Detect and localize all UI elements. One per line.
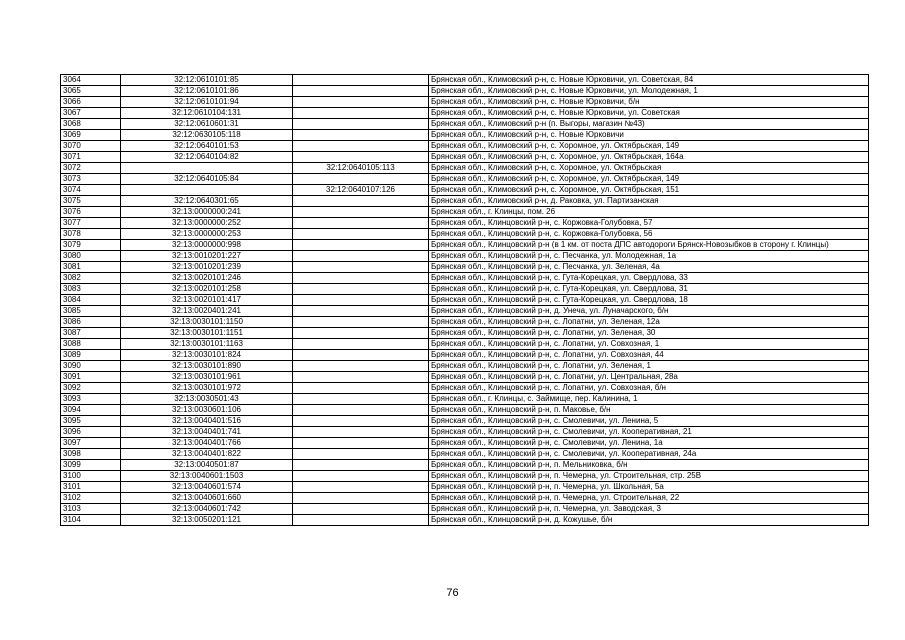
cadastral-number-cell: 32:13:0020101:417 (121, 295, 293, 306)
cadastral-number-cell: 32:12:0610101:86 (121, 86, 293, 97)
address-cell: Брянская обл., Клинцовский р-н, с. Лопатни, ул. Совхозная, 44 (429, 350, 869, 361)
table-row (61, 438, 869, 449)
cadastral-number-cell: 32:13:0040401:766 (121, 438, 293, 449)
cadastral-number-cell: 32:13:0030101:1163 (121, 339, 293, 350)
cadastral-number-cell: 32:13:0030101:1150 (121, 317, 293, 328)
table-row (61, 394, 869, 405)
table-row (61, 328, 869, 339)
table-row (61, 284, 869, 295)
row-number-cell: 3066 (61, 97, 121, 108)
cadastral-number-cell: 32:13:0030101:824 (121, 350, 293, 361)
cadastral-number-cell: 32:13:0040601:742 (121, 504, 293, 515)
address-cell: Брянская обл., Клинцовский р-н, с. Лопатни, ул. Центральная, 28а (429, 372, 869, 383)
table-row (61, 108, 869, 119)
address-cell: Брянская обл., Климовский р-н, с. Хоромное, ул. Октябрьская, 151 (429, 185, 869, 196)
row-number-cell: 3084 (61, 295, 121, 306)
cadastral-number-cell: 32:13:0020101:246 (121, 273, 293, 284)
alt-cadastral-number-cell (293, 504, 429, 515)
alt-cadastral-number-cell (293, 152, 429, 163)
table-row (61, 185, 869, 196)
cadastral-number-cell: 32:13:0030601:106 (121, 405, 293, 416)
address-cell: Брянская обл., Климовский р-н, с. Хоромное, ул. Октябрьская (429, 163, 869, 174)
alt-cadastral-number-cell (293, 350, 429, 361)
row-number-cell: 3077 (61, 218, 121, 229)
cadastral-number-cell: 32:13:0050201:121 (121, 515, 293, 526)
table-row (61, 273, 869, 284)
cadastral-number-cell: 32:13:0020401:241 (121, 306, 293, 317)
row-number-cell: 3102 (61, 493, 121, 504)
address-cell: Брянская обл., г. Клинцы, пом. 26 (429, 207, 869, 218)
row-number-cell: 3074 (61, 185, 121, 196)
table-row (61, 174, 869, 185)
cadastral-number-cell: 32:13:0010201:227 (121, 251, 293, 262)
table-row (61, 240, 869, 251)
table-row (61, 229, 869, 240)
cadastral-number-cell: 32:13:0040401:741 (121, 427, 293, 438)
address-cell: Брянская обл., Клинцовский р-н, д. Унеча, ул. Луначарского, б/н (429, 306, 869, 317)
address-cell: Брянская обл., Клинцовский р-н, с. Гута-Корецкая, ул. Свердлова, 31 (429, 284, 869, 295)
address-cell: Брянская обл., Клинцовский р-н, д. Кожушье, б/н (429, 515, 869, 526)
row-number-cell: 3067 (61, 108, 121, 119)
row-number-cell: 3076 (61, 207, 121, 218)
table-row (61, 361, 869, 372)
alt-cadastral-number-cell (293, 75, 429, 86)
row-number-cell: 3103 (61, 504, 121, 515)
address-cell: Брянская обл., Клинцовский р-н, с. Смолевичи, ул. Ленина, 5 (429, 416, 869, 427)
alt-cadastral-number-cell (293, 141, 429, 152)
alt-cadastral-number-cell (293, 383, 429, 394)
cadastral-number-cell (121, 163, 293, 174)
alt-cadastral-number-cell (293, 394, 429, 405)
address-cell: Брянская обл., Клинцовский р-н, п. Чемерна, ул. Школьная, 5а (429, 482, 869, 493)
address-cell: Брянская обл., Клинцовский р-н, п. Чемерна, ул. Строительная, 22 (429, 493, 869, 504)
alt-cadastral-number-cell (293, 317, 429, 328)
cadastral-number-cell: 32:13:0030101:961 (121, 372, 293, 383)
alt-cadastral-number-cell (293, 427, 429, 438)
alt-cadastral-number-cell (293, 218, 429, 229)
alt-cadastral-number-cell (293, 108, 429, 119)
alt-cadastral-number-cell (293, 372, 429, 383)
table-row (61, 427, 869, 438)
table-row (61, 504, 869, 515)
address-cell: Брянская обл., Климовский р-н (п. Выгоры, магазин №43) (429, 119, 869, 130)
alt-cadastral-number-cell (293, 284, 429, 295)
row-number-cell: 3078 (61, 229, 121, 240)
cadastral-number-cell: 32:12:0640301:65 (121, 196, 293, 207)
address-cell: Брянская обл., Клинцовский р-н, с. Смолевичи, ул. Кооперативная, 24а (429, 449, 869, 460)
table-row (61, 339, 869, 350)
address-cell: Брянская обл., Клинцовский р-н, с. Лопатни, ул. Зеленая, 1 (429, 361, 869, 372)
alt-cadastral-number-cell (293, 416, 429, 427)
cadastral-number-cell: 32:13:0040501:87 (121, 460, 293, 471)
row-number-cell: 3065 (61, 86, 121, 97)
alt-cadastral-number-cell (293, 328, 429, 339)
alt-cadastral-number-cell (293, 207, 429, 218)
alt-cadastral-number-cell (293, 405, 429, 416)
row-number-cell: 3085 (61, 306, 121, 317)
alt-cadastral-number-cell (293, 229, 429, 240)
alt-cadastral-number-cell (293, 471, 429, 482)
table-row (61, 196, 869, 207)
cadastral-number-cell: 32:12:0630105:118 (121, 130, 293, 141)
address-cell: Брянская обл., Климовский р-н, с. Новые Юрковичи, ул. Советская, 84 (429, 75, 869, 86)
alt-cadastral-number-cell (293, 97, 429, 108)
cadastral-number-cell: 32:12:0610104:131 (121, 108, 293, 119)
row-number-cell: 3079 (61, 240, 121, 251)
address-cell: Брянская обл., Климовский р-н, с. Хоромное, ул. Октябрьская, 164а (429, 152, 869, 163)
alt-cadastral-number-cell (293, 262, 429, 273)
table-row (61, 86, 869, 97)
address-cell: Брянская обл., Климовский р-н, с. Новые Юрковичи (429, 130, 869, 141)
row-number-cell: 3080 (61, 251, 121, 262)
address-cell: Брянская обл., Клинцовский р-н, с. Смолевичи, ул. Ленина, 1а (429, 438, 869, 449)
table-row (61, 130, 869, 141)
cadastral-number-cell: 32:12:0610101:94 (121, 97, 293, 108)
row-number-cell: 3099 (61, 460, 121, 471)
address-cell: Брянская обл., Климовский р-н, д. Раковка, ул. Партизанская (429, 196, 869, 207)
cadastral-number-cell: 32:12:0610101:85 (121, 75, 293, 86)
table-row (61, 119, 869, 130)
alt-cadastral-number-cell (293, 251, 429, 262)
alt-cadastral-number-cell (293, 493, 429, 504)
row-number-cell: 3095 (61, 416, 121, 427)
table-row (61, 97, 869, 108)
row-number-cell: 3083 (61, 284, 121, 295)
table-row (61, 306, 869, 317)
cadastral-number-cell: 32:12:0640105:84 (121, 174, 293, 185)
row-number-cell: 3071 (61, 152, 121, 163)
row-number-cell: 3081 (61, 262, 121, 273)
alt-cadastral-number-cell (293, 119, 429, 130)
row-number-cell: 3072 (61, 163, 121, 174)
cadastral-number-cell: 32:12:0640101:53 (121, 141, 293, 152)
cadastral-number-cell: 32:13:0040401:516 (121, 416, 293, 427)
table-row (61, 482, 869, 493)
alt-cadastral-number-cell (293, 482, 429, 493)
row-number-cell: 3069 (61, 130, 121, 141)
address-cell: Брянская обл., г. Клинцы, с. Займище, пер. Калинина, 1 (429, 394, 869, 405)
address-cell: Брянская обл., Клинцовский р-н (в 1 км. от поста ДПС автодороги Брянск-Новозыбков в сторону г. Клинцы) (429, 240, 869, 251)
address-cell: Брянская обл., Климовский р-н, с. Новые Юрковичи, ул. Молодежная, 1 (429, 86, 869, 97)
property-table (60, 74, 869, 526)
row-number-cell: 3101 (61, 482, 121, 493)
table-row (61, 295, 869, 306)
table-row (61, 218, 869, 229)
table-body (61, 75, 869, 526)
address-cell: Брянская обл., Клинцовский р-н, с. Смолевичи, ул. Кооперативная, 21 (429, 427, 869, 438)
cadastral-number-cell: 32:13:0040601:660 (121, 493, 293, 504)
table-row (61, 251, 869, 262)
row-number-cell: 3091 (61, 372, 121, 383)
row-number-cell: 3098 (61, 449, 121, 460)
alt-cadastral-number-cell (293, 196, 429, 207)
address-cell: Брянская обл., Климовский р-н, с. Новые Юрковичи, б/н (429, 97, 869, 108)
cadastral-number-cell: 32:12:0610601:31 (121, 119, 293, 130)
row-number-cell: 3096 (61, 427, 121, 438)
cadastral-number-cell: 32:13:0040601:574 (121, 482, 293, 493)
alt-cadastral-number-cell (293, 339, 429, 350)
address-cell: Брянская обл., Клинцовский р-н, с. Лопатни, ул. Совхозная, 1 (429, 339, 869, 350)
cadastral-number-cell: 32:13:0020101:258 (121, 284, 293, 295)
alt-cadastral-number-cell (293, 240, 429, 251)
table-row (61, 471, 869, 482)
alt-cadastral-number-cell (293, 273, 429, 284)
table-row (61, 350, 869, 361)
cadastral-number-cell: 32:13:0030501:43 (121, 394, 293, 405)
row-number-cell: 3064 (61, 75, 121, 86)
row-number-cell: 3068 (61, 119, 121, 130)
table-row (61, 493, 869, 504)
address-cell: Брянская обл., Клинцовский р-н, с. Лопатни, ул. Зеленая, 12а (429, 317, 869, 328)
table-row (61, 405, 869, 416)
row-number-cell: 3073 (61, 174, 121, 185)
alt-cadastral-number-cell (293, 306, 429, 317)
address-cell: Брянская обл., Клинцовский р-н, с. Песчанка, ул. Зеленая, 4а (429, 262, 869, 273)
address-cell: Брянская обл., Клинцовский р-н, п. Чемерна, ул. Заводская, 3 (429, 504, 869, 515)
address-cell: Брянская обл., Клинцовский р-н, с. Песчанка, ул. Молодежная, 1а (429, 251, 869, 262)
table-row (61, 141, 869, 152)
address-cell: Брянская обл., Клинцовский р-н, с. Коржовка-Голубовка, 56 (429, 229, 869, 240)
cadastral-number-cell: 32:13:0010201:239 (121, 262, 293, 273)
row-number-cell: 3086 (61, 317, 121, 328)
row-number-cell: 3104 (61, 515, 121, 526)
alt-cadastral-number-cell (293, 460, 429, 471)
table-row (61, 416, 869, 427)
alt-cadastral-number-cell (293, 86, 429, 97)
row-number-cell: 3094 (61, 405, 121, 416)
table-row (61, 460, 869, 471)
table-row (61, 449, 869, 460)
table-row (61, 383, 869, 394)
table-row (61, 152, 869, 163)
alt-cadastral-number-cell (293, 515, 429, 526)
cadastral-number-cell: 32:12:0640104:82 (121, 152, 293, 163)
address-cell: Брянская обл., Клинцовский р-н, с. Лопатни, ул. Совхозная, б/н (429, 383, 869, 394)
address-cell: Брянская обл., Клинцовский р-н, п. Маковье, б/н (429, 405, 869, 416)
row-number-cell: 3070 (61, 141, 121, 152)
table-row (61, 163, 869, 174)
address-cell: Брянская обл., Климовский р-н, с. Новые Юрковичи, ул. Советская (429, 108, 869, 119)
cadastral-number-cell: 32:13:0000000:241 (121, 207, 293, 218)
cadastral-number-cell: 32:13:0040401:822 (121, 449, 293, 460)
alt-cadastral-number-cell (293, 438, 429, 449)
address-cell: Брянская обл., Клинцовский р-н, с. Лопатни, ул. Зеленая, 30 (429, 328, 869, 339)
cadastral-number-cell: 32:13:0030101:972 (121, 383, 293, 394)
table-row (61, 372, 869, 383)
row-number-cell: 3087 (61, 328, 121, 339)
address-cell: Брянская обл., Клинцовский р-н, с. Коржовка-Голубовка, 57 (429, 218, 869, 229)
row-number-cell: 3100 (61, 471, 121, 482)
page-number: 76 (446, 587, 459, 599)
table-row (61, 262, 869, 273)
row-number-cell: 3088 (61, 339, 121, 350)
address-cell: Брянская обл., Климовский р-н, с. Хоромное, ул. Октябрьская, 149 (429, 141, 869, 152)
table-row (61, 207, 869, 218)
address-cell: Брянская обл., Климовский р-н, с. Хоромное, ул. Октябрьская, 149 (429, 174, 869, 185)
row-number-cell: 3075 (61, 196, 121, 207)
cadastral-number-cell (121, 185, 293, 196)
alt-cadastral-number-cell: 32:12:0640107:126 (293, 185, 429, 196)
address-cell: Брянская обл., Клинцовский р-н, п. Чемерна, ул. Строительная, стр. 25В (429, 471, 869, 482)
alt-cadastral-number-cell (293, 361, 429, 372)
cadastral-number-cell: 32:13:0000000:253 (121, 229, 293, 240)
table-row (61, 317, 869, 328)
cadastral-number-cell: 32:13:0030101:890 (121, 361, 293, 372)
row-number-cell: 3089 (61, 350, 121, 361)
alt-cadastral-number-cell: 32:12:0640105:113 (293, 163, 429, 174)
cadastral-number-cell: 32:13:0000000:252 (121, 218, 293, 229)
cadastral-number-cell: 32:13:0030101:1151 (121, 328, 293, 339)
table-row (61, 75, 869, 86)
row-number-cell: 3093 (61, 394, 121, 405)
row-number-cell: 3090 (61, 361, 121, 372)
row-number-cell: 3092 (61, 383, 121, 394)
cadastral-number-cell: 32:13:0040601:1503 (121, 471, 293, 482)
row-number-cell: 3097 (61, 438, 121, 449)
alt-cadastral-number-cell (293, 295, 429, 306)
address-cell: Брянская обл., Клинцовский р-н, п. Мельниковка, б/н (429, 460, 869, 471)
alt-cadastral-number-cell (293, 130, 429, 141)
cadastral-number-cell: 32:13:0000000:998 (121, 240, 293, 251)
address-cell: Брянская обл., Клинцовский р-н, с. Гута-Корецкая, ул. Свердлова, 18 (429, 295, 869, 306)
address-cell: Брянская обл., Клинцовский р-н, с. Гута-Корецкая, ул. Свердлова, 33 (429, 273, 869, 284)
row-number-cell: 3082 (61, 273, 121, 284)
alt-cadastral-number-cell (293, 174, 429, 185)
table-row (61, 515, 869, 526)
alt-cadastral-number-cell (293, 449, 429, 460)
